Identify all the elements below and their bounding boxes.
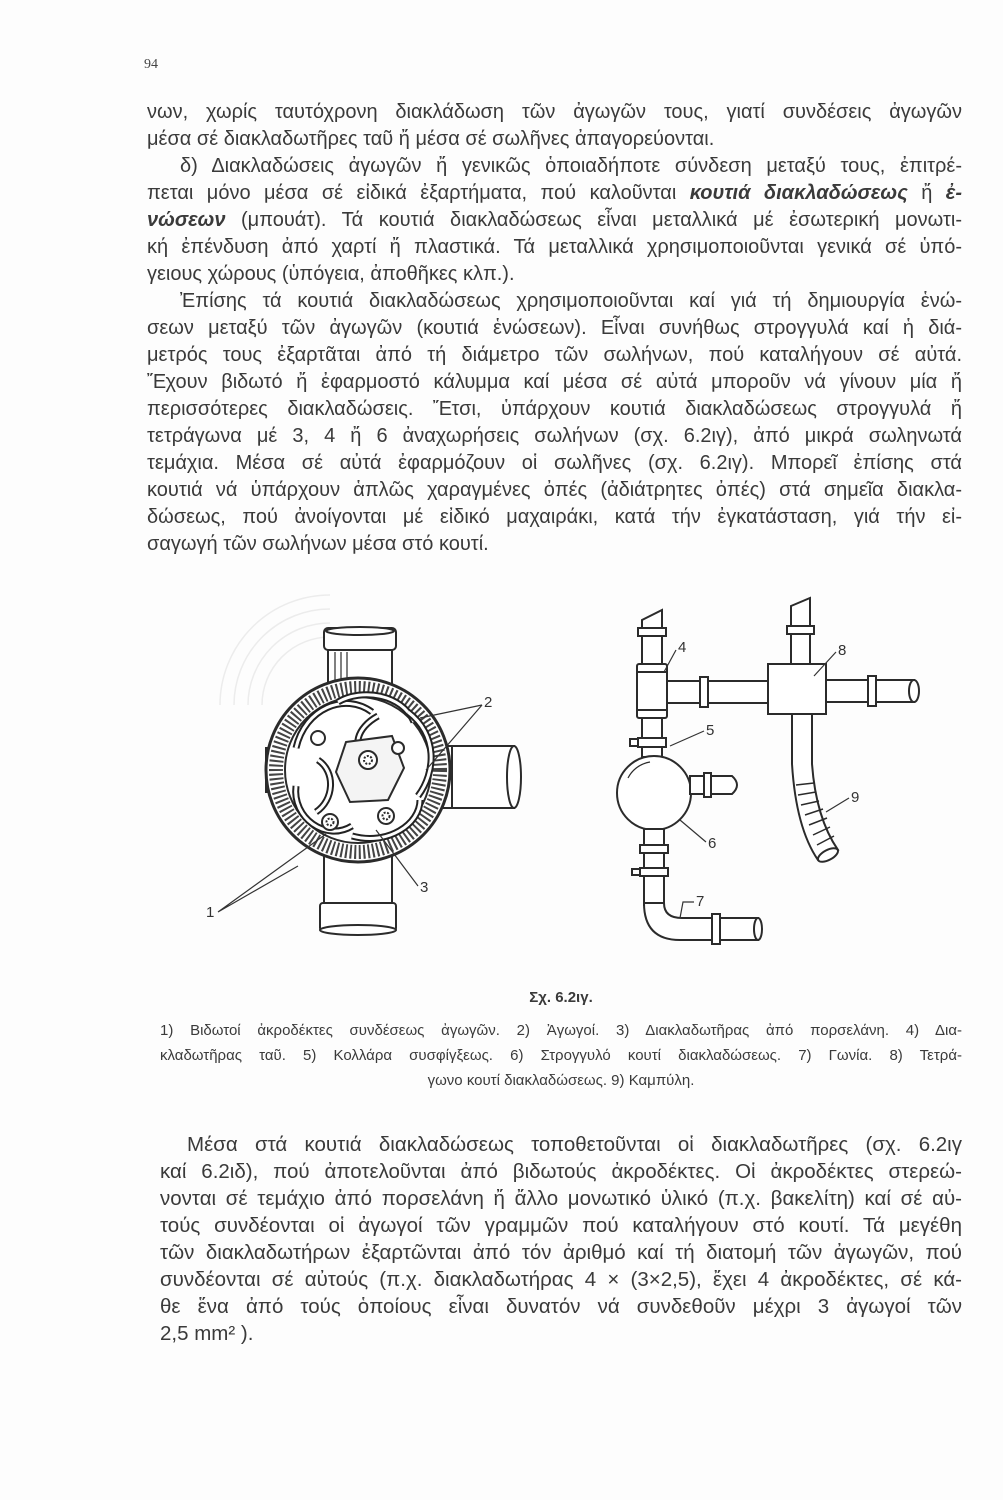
text-line bbox=[147, 99, 962, 126]
text-run: συνδέονται σέ αὐτούς (π.χ. διακλαδωτήρας 4 × (3×2,5), ἔχει 4 ἀκροδέκτες, σέ κά- bbox=[160, 1268, 962, 1291]
clamp-collar bbox=[700, 677, 708, 707]
clamp-collar bbox=[638, 738, 666, 747]
text-run: σαγωγή τῶν σωλήνων μέσα στό κουτί. bbox=[147, 533, 489, 555]
text-run: δώσεως, πού ἀνοίγονται μέ εἰδικό μαχαιράκι, κατά τήν ἐγκατάσταση, γιά τήν εἰ- bbox=[147, 506, 962, 528]
text-run: περισσότερες διακλαδώσεις. Ἔτσι, ὑπάρχουν κουτιά διακλαδώσεως στρογγυλά ἤ bbox=[147, 398, 962, 420]
text-line bbox=[160, 1158, 962, 1185]
callout-7: 7 bbox=[696, 893, 705, 910]
text-run: μέσα σέ διακλαδωτῆρες ταῦ ἤ μέσα σέ σωλῆνες ἀπαγορεύονται. bbox=[147, 128, 715, 150]
callout-3: 3 bbox=[420, 879, 429, 896]
callout-2: 2 bbox=[484, 694, 493, 711]
text-run: γειους χώρους (ὑπόγεια, ἀποθῆκες κλπ.). bbox=[147, 263, 515, 285]
callout-9: 9 bbox=[851, 789, 860, 806]
callout-4: 4 bbox=[678, 639, 687, 656]
body-text-bottom bbox=[160, 1131, 962, 1347]
caption-text: 1) Βιδωτοί ἀκροδέκτες συνδέσεως ἀγωγῶν. 2) Ἀγωγοί. 3) Διακλαδωτῆρας ἀπό πορσελάνη. 4) Δια- bbox=[160, 1022, 962, 1039]
text-line bbox=[160, 1293, 962, 1320]
terminal-screw bbox=[392, 742, 404, 754]
callout-8: 8 bbox=[838, 642, 847, 659]
round-junction-box-drawing bbox=[266, 627, 521, 935]
square-junction-box bbox=[768, 664, 826, 714]
caption-line bbox=[160, 1018, 962, 1043]
callout-5: 5 bbox=[706, 722, 715, 739]
text-line bbox=[147, 504, 962, 531]
clamp-collar bbox=[712, 914, 720, 944]
text-line bbox=[147, 423, 962, 450]
figure-6-2ig bbox=[190, 590, 960, 955]
text-run: ἤ bbox=[907, 182, 946, 204]
text-line bbox=[147, 288, 962, 315]
figure-caption bbox=[160, 1018, 962, 1093]
clamp-collar bbox=[638, 628, 666, 636]
text-line bbox=[160, 1239, 962, 1266]
branch-conduit bbox=[667, 681, 768, 703]
text-run: 2,5 mm² ). bbox=[160, 1322, 254, 1345]
leader-line-7 bbox=[680, 902, 694, 918]
text-line bbox=[147, 180, 962, 207]
callout-6: 6 bbox=[708, 835, 717, 852]
text-line bbox=[147, 342, 962, 369]
text-line bbox=[147, 207, 962, 234]
elbow-opening bbox=[754, 918, 762, 940]
text-run: τετράγωνα μέ 3, 4 ἤ 6 ἀναχωρήσεις σωλήνων (σχ. 6.2ιγ), ἀπό μικρά σωληνωτά bbox=[147, 425, 962, 447]
text-line bbox=[160, 1185, 962, 1212]
body-text-top bbox=[147, 99, 962, 558]
pipe-assembly-drawing bbox=[617, 598, 919, 944]
leader-line-6 bbox=[680, 820, 706, 842]
right-conduit-opening bbox=[507, 746, 521, 808]
round-box-stub bbox=[690, 776, 737, 794]
text-run: σεων μεταξύ τῶν ἀγωγῶν (κουτιά ἑνώσεων). Εἶναι συνήθως στρογγυλά καί ἡ διά- bbox=[147, 317, 962, 339]
text-run: τεμάχια. Μέσα σέ αὐτά ἐφαρμόζουν οἱ σωλῆνες (σχ. 6.2ιγ). Μπορεῖ ἐπίσης στά bbox=[147, 452, 962, 474]
caption-line bbox=[160, 1068, 962, 1093]
text-run: νων, χωρίς ταυτόχρονη διακλάδωση τῶν ἀγωγῶν τους, γιατί συνδέσεις ἀγωγῶν bbox=[147, 101, 962, 123]
text-run: κουτιά νά ὑπάρχουν ἁπλῶς χαραγμένες ὀπές (ἀδιάτρητες ὀπές) στά σημεῖα διακλα- bbox=[147, 479, 962, 501]
leader-line-5 bbox=[670, 731, 704, 746]
emphasis-term: ἐ- bbox=[945, 182, 962, 204]
right-conduit-opening bbox=[909, 680, 919, 702]
text-line bbox=[147, 234, 962, 261]
leader-line-1 bbox=[218, 834, 326, 912]
text-line bbox=[147, 531, 962, 558]
text-line bbox=[147, 477, 962, 504]
text-run: θε ἕνα ἀπό τούς ὁποίους εἶναι δυνατόν νά συνδεθοῦν μέχρι 3 ἀγωγοί τῶν bbox=[160, 1295, 962, 1318]
round-junction-box bbox=[617, 756, 691, 830]
terminal-screw bbox=[322, 814, 338, 830]
caption-line bbox=[160, 1043, 962, 1068]
terminal-screw bbox=[359, 751, 377, 769]
clamp-collar bbox=[868, 676, 876, 706]
text-line bbox=[147, 369, 962, 396]
text-run: Μέσα στά κουτιά διακλαδώσεως τοποθετοῦνται οἱ διακλαδωτῆρες (σχ. 6.2ιγ bbox=[187, 1133, 962, 1156]
text-line bbox=[147, 126, 962, 153]
terminal-screw bbox=[378, 808, 394, 824]
emphasis-term: κουτιά διακλαδώσεως bbox=[689, 182, 908, 204]
text-run: (μπουάτ). Τά κουτιά διακλαδώσεως εἶναι μεταλλικά μέ ἐσωτερική μονωτι- bbox=[225, 209, 962, 231]
clamp-tab bbox=[630, 739, 638, 746]
page-number: 94 bbox=[144, 57, 158, 72]
text-run: τῶν διακλαδωτήρων ἐξαρτῶνται ἀπό τόν ἀριθμό καί τή διατομή τῶν ἀγωγῶν, πού bbox=[160, 1241, 962, 1264]
top-conduit-opening bbox=[326, 627, 394, 635]
text-line bbox=[147, 396, 962, 423]
emphasis-term: νώσεων bbox=[147, 209, 226, 231]
clamp-collar bbox=[787, 626, 814, 634]
text-line bbox=[147, 315, 962, 342]
terminal-screw bbox=[311, 731, 325, 745]
figure-caption-title: Σχ. 6.2ιγ. bbox=[529, 989, 593, 1006]
clamp-collar bbox=[640, 845, 668, 853]
clamp-collar bbox=[640, 868, 668, 876]
text-run: Ἔχουν βιδωτό ἤ ἐφαρμοστό κάλυμμα καί μέσα σέ αὐτά μποροῦν νά γίνουν μία ἤ bbox=[147, 371, 962, 393]
leader-line-9 bbox=[826, 798, 849, 812]
text-run: πεται μόνο μέσα σέ εἰδικά ἐξαρτήματα, πού καλοῦνται bbox=[147, 182, 690, 204]
text-line bbox=[160, 1131, 962, 1158]
leader-line-4 bbox=[664, 650, 676, 672]
caption-text: γωνο κουτί διακλαδώσεως. 9) Καμπύλη. bbox=[427, 1072, 695, 1089]
clamp-collar bbox=[704, 773, 711, 797]
text-run: δ) Διακλαδώσεις ἀγωγῶν ἤ γενικῶς ὁποιαδήποτε σύνδεση μεταξύ τους, ἐπιτρέ- bbox=[180, 155, 962, 177]
text-line bbox=[160, 1320, 962, 1347]
bottom-conduit-opening bbox=[320, 925, 396, 935]
text-run: νονται σέ τεμάχιο ἀπό πορσελάνη ἤ ἄλλο μονωτικό ὑλικό (π.χ. βακελίτη) καί σέ αὐ- bbox=[160, 1187, 962, 1210]
clamp-tab bbox=[632, 869, 640, 875]
text-line bbox=[160, 1266, 962, 1293]
caption-text: κλαδωτῆρας ταῦ. 5) Κολλάρα συσφίγξεως. 6) Στρογγυλό κουτί διακλαδώσεως. 7) Γωνία. 8) Τετρά- bbox=[160, 1047, 962, 1064]
text-run: καί 6.2ιδ), πού ἀποτελοῦνται ἀπό βιδωτούς ἀκροδέκτες. Οἱ ἀκροδέκτες στερεώ- bbox=[160, 1160, 962, 1183]
text-line bbox=[160, 1212, 962, 1239]
text-line bbox=[147, 450, 962, 477]
text-line bbox=[147, 153, 962, 180]
text-run: τούς συνδέονται οἱ ἀγωγοί τῶν γραμμῶν πού καταλήγουν στό κουτί. Τά μεγέθη bbox=[160, 1214, 962, 1237]
callout-1: 1 bbox=[206, 904, 215, 921]
text-run: Ἐπίσης τά κουτιά διακλαδώσεως χρησιμοποιοῦνται καί γιά τή δημιουργία ἑνώ- bbox=[180, 290, 962, 312]
text-line bbox=[147, 261, 962, 288]
text-run: κή ἐπένδυση ἀπό χαρτί ἤ πλαστικά. Τά μεταλλικά χρησιμοποιοῦνται γενικά σέ ὑπό- bbox=[147, 236, 962, 258]
text-run: μετρός τους ἐξαρτᾶται ἀπό τή διάμετρο τῶν σωλήνων, πού καταλήγουν σέ αὐτά. bbox=[147, 344, 962, 366]
